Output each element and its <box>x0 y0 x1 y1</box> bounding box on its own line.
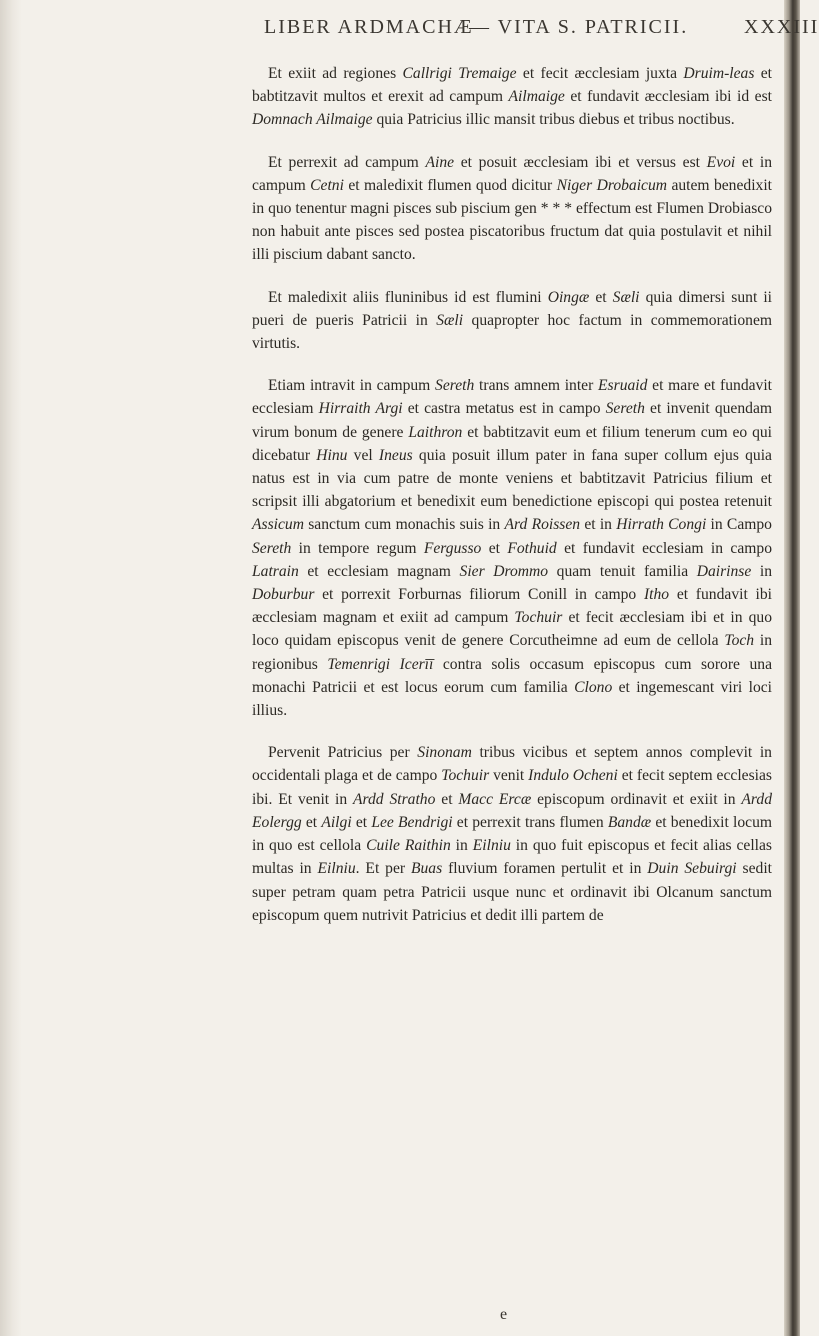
italic-place-name: Callrigi Tremaige <box>402 65 517 82</box>
paragraph <box>252 286 772 356</box>
italic-place-name: Itho <box>643 586 670 604</box>
text-run: Pervenit Patricius per <box>268 744 418 762</box>
text-run: et <box>301 813 322 831</box>
text-run: et fundavit ibi æcclesiam magnam et exiit ad campum <box>252 586 772 627</box>
text-run: . Et per <box>355 860 411 878</box>
text-run: et benedixit locum in quo est cellola <box>252 813 773 855</box>
text-run: et posuit æcclesiam ibi et versus est <box>454 153 707 171</box>
italic-place-name: Cetni <box>310 176 344 194</box>
italic-place-name: Eilniu <box>317 860 356 878</box>
italic-place-name: Clono <box>574 678 613 696</box>
italic-place-name: Ailgi <box>321 813 352 831</box>
italic-place-name: Ineus <box>378 446 413 464</box>
italic-place-name: Hirraith Argi <box>318 400 403 418</box>
italic-place-name: Hirrath Congi <box>616 516 707 534</box>
text-run: in <box>751 562 772 580</box>
text-run: et invenit quendam virum bonum de genere <box>252 400 772 441</box>
italic-place-name: Buas <box>410 860 443 878</box>
italic-place-name: Sier Drommo <box>459 562 549 580</box>
italic-place-name: Hinu <box>316 446 348 464</box>
text-run: Et exiit ad regiones <box>268 65 403 82</box>
italic-place-name: Esruaid <box>598 377 648 395</box>
text-run: et perrexit trans flumen <box>452 813 608 831</box>
text-run: et mare et fundavit ecclesiam <box>252 377 772 418</box>
italic-place-name: Fothuid <box>507 539 557 557</box>
text-run: et babtitzavit eum et filium tenerum cum eo qui dicebatur <box>252 423 772 464</box>
paragraph <box>252 151 772 267</box>
text-run: et fundavit ecclesiam in campo <box>556 539 772 557</box>
italic-place-name: Sereth <box>252 539 292 557</box>
text-run: in tempore regum <box>291 539 424 557</box>
text-run: et fecit æcclesiam ibi et in quo loco quidam episcopus venit de genere Corcutheimne ad eum de cellola <box>252 609 772 650</box>
text-run: et in campum <box>252 153 772 194</box>
italic-place-name: Bandæ <box>607 813 652 831</box>
text-run: tribus vicibus et septem annos complevit in occidentali plaga et de campo <box>252 744 772 785</box>
italic-place-name: Sæli <box>436 311 464 329</box>
text-run: quam tenuit familia <box>548 562 697 580</box>
book-spine <box>784 0 800 1336</box>
header-book-title: LIBER ARDMACHÆ <box>264 16 474 38</box>
italic-place-name: Ardd Stratho <box>353 790 436 808</box>
italic-place-name: Tochuir <box>514 609 563 627</box>
italic-place-name: Niger Drobaicum <box>556 176 668 194</box>
italic-place-name: Doburbur <box>252 586 315 604</box>
text-run: sanctum cum monachis suis in <box>303 516 505 534</box>
italic-place-name: Sereth <box>435 377 475 395</box>
text-run: fluvium foramen pertulit et in <box>442 860 648 878</box>
text-run: et babtitzavit multos et erexit ad campum <box>252 65 773 106</box>
header-work-title: — VITA S. PATRICII. <box>469 16 689 38</box>
text-run: in Campo <box>706 516 772 534</box>
italic-place-name: Toch <box>724 632 755 650</box>
italic-place-name: Fergusso <box>423 539 482 557</box>
text-run: et fundavit æcclesiam ibi id est <box>564 88 772 106</box>
text-run: Et perrexit ad campum <box>268 153 426 171</box>
text-run: et <box>351 813 372 831</box>
italic-place-name: Temenrigi Icerīī <box>327 655 434 673</box>
text-run: et <box>435 790 459 808</box>
italic-place-name: Aine <box>425 153 455 171</box>
text-run: et fecit æcclesiam juxta <box>516 65 684 82</box>
text-run: et porrexit Forburnas filiorum Conill in campo <box>314 586 644 604</box>
text-run: et ecclesiam magnam <box>298 562 460 580</box>
italic-place-name: Tochuir <box>441 767 490 785</box>
text-run: quia posuit illum pater in fana super collum ejus quia natus est in via cum patre de monte veniens et babtitzavit Patricius filium et scripsit illi abgatorium et benedixit eum benedictione episcopi qui postea retenuit <box>252 446 772 511</box>
page-gutter-shadow <box>0 0 22 1336</box>
italic-place-name: Cuile Raithin <box>366 837 451 855</box>
text-run: quapropter hoc factum in commemorationem virtutis. <box>252 311 772 353</box>
italic-place-name: Oingæ <box>547 288 590 306</box>
text-run: in regionibus <box>252 632 773 673</box>
text-run: Et maledixit aliis fluninibus id est flumini <box>268 288 548 306</box>
text-run: et <box>481 539 508 557</box>
italic-place-name: Assicum <box>252 516 304 534</box>
italic-place-name: Domnach Ailmaige <box>252 111 373 129</box>
text-run: et in <box>580 516 617 534</box>
italic-place-name: Laithron <box>408 423 463 441</box>
italic-place-name: Indulo Ocheni <box>528 767 618 785</box>
text-run: et castra metatus est in campo <box>402 400 606 418</box>
paragraph <box>252 62 772 132</box>
italic-place-name: Eilniu <box>472 837 511 855</box>
text-run: et fecit septem ecclesias ibi. Et venit in <box>252 767 772 808</box>
body-text <box>252 62 772 946</box>
italic-place-name: Sæli <box>612 288 640 306</box>
signature-mark: e <box>500 1306 508 1323</box>
text-run: venit <box>489 767 529 785</box>
italic-place-name: Duin Sebuirgi <box>647 860 737 878</box>
italic-place-name: Evoi <box>706 153 736 171</box>
text-run: et ingemescant viri loci illius. <box>252 678 773 720</box>
paragraph <box>252 741 772 927</box>
text-run: quia Patricius illic mansit tribus diebus et tribus noctibus. <box>372 111 735 129</box>
italic-place-name: Macc Ercæ <box>458 790 532 808</box>
text-run: contra solis occasum episcopus cum sorore una monachi Patricii et est locus eorum cum familia <box>252 655 772 696</box>
italic-place-name: Sereth <box>605 400 645 418</box>
text-run: in quo fuit episcopus et fecit alias cellas multas in <box>252 837 772 878</box>
text-run: in <box>450 837 473 855</box>
text-run: vel <box>347 446 379 464</box>
italic-place-name: Ailmaige <box>508 88 565 106</box>
page-number: XXXIII <box>744 16 819 38</box>
italic-place-name: Sinonam <box>417 744 472 762</box>
italic-place-name: Druim-leas <box>683 65 755 82</box>
text-run: Etiam intravit in campum <box>268 377 436 395</box>
italic-place-name: Ard Roissen <box>504 516 581 534</box>
running-header <box>264 16 819 44</box>
text-run: trans amnem inter <box>474 377 599 395</box>
text-run: et <box>589 288 613 306</box>
italic-place-name: Lee Bendrigi <box>371 813 453 831</box>
italic-place-name: Ardd Eolergg <box>252 790 772 831</box>
text-run: et maledixit flumen quod dicitur <box>343 176 557 194</box>
paragraph <box>252 374 772 722</box>
text-run: episcopum ordinavit et exiit in <box>531 790 742 808</box>
text-run: sedit super petram quam petra Patricii usque nunc et ordinavit ibi Olcanum sanctum episcopum quem nutrivit Patricius et dedit illi partem de <box>252 860 773 924</box>
text-run: quia dimersi sunt ii pueri de pueris Patricii in <box>252 288 773 329</box>
italic-place-name: Latrain <box>252 562 299 580</box>
text-run: autem benedixit in quo tenentur magni pisces sub piscium gen * * * effectum est Flumen Drobiasco non habuit ante pisces sed postea piscatoribus fructum dat quia postulavit et nihil illi piscium dabant sancto. <box>252 176 772 264</box>
italic-place-name: Dairinse <box>696 562 752 580</box>
